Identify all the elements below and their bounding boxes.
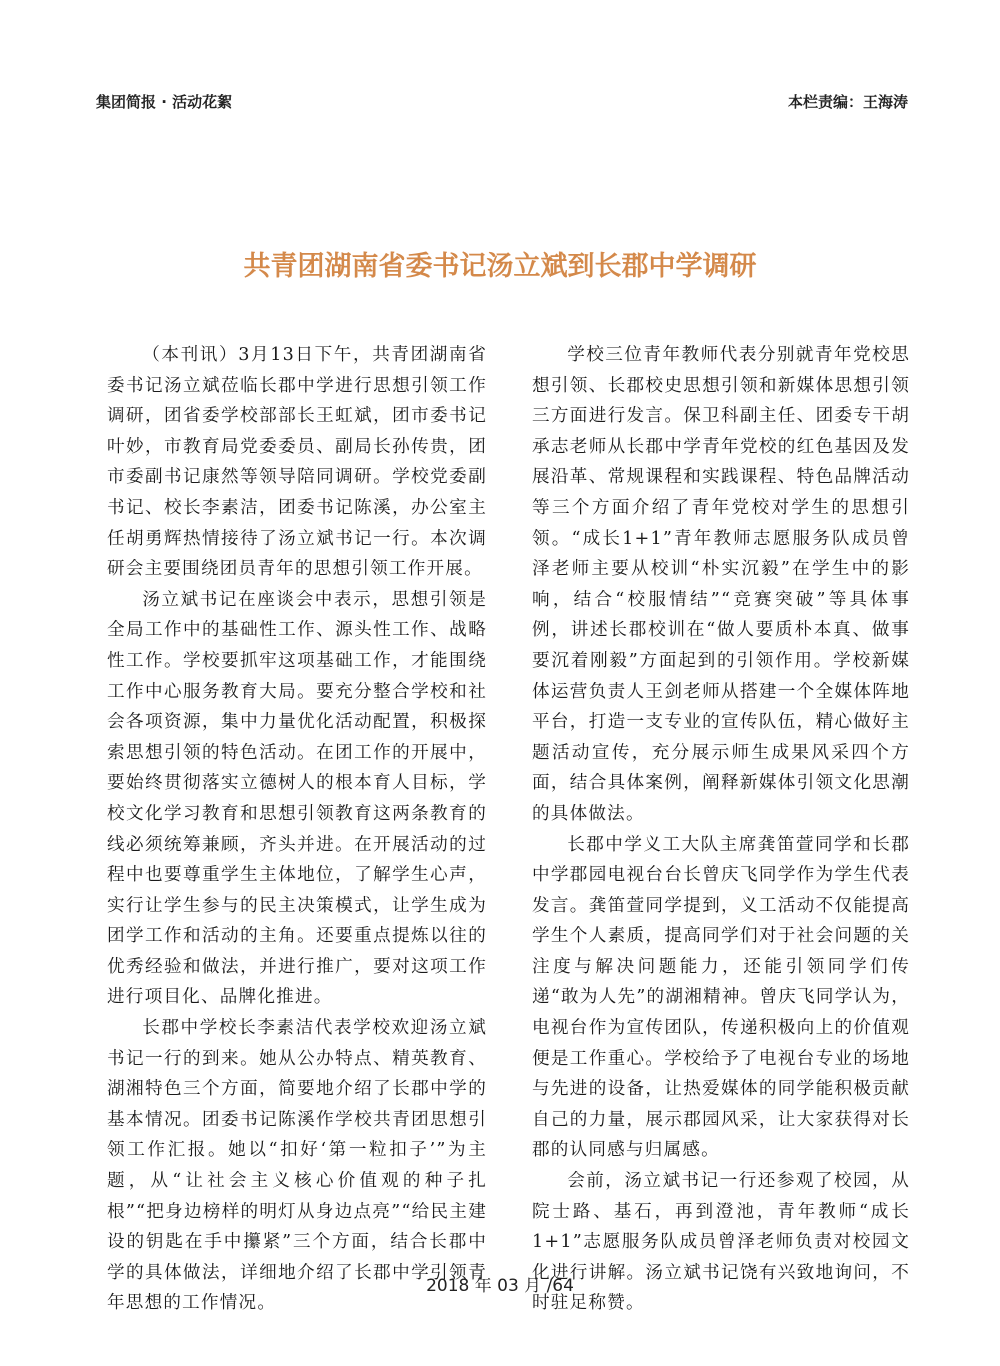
article-paragraph: 汤立斌书记在座谈会中表示，思想引领是全局工作中的基础性工作、源头性工作、战略性工作。学校要抓牢这项基础工作，才能围绕工作中心服务教育大局。要充分整合学校和社会各项资源，集中力量优化活动配置，积极探索思想引领的特色活动。在团工作的开展中，要始终贯彻落实立德树人的根本育人目标，学校文化学习教育和思想引领教育这两条教育的线必须统筹兼顾，齐头并进。在开展活动的过程中也要尊重学生主体地位，了解学生心声，实行让学生参与的民主决策模式，让学生成为团学工作和活动的主角。还要重点提炼以往的优秀经验和做法，并进行推广，要对这项工作进行项目化、品牌化推进。 xyxy=(107,589,487,1008)
article-paragraph: （本刊讯）3月13日下午，共青团湖南省委书记汤立斌莅临长郡中学进行思想引领工作调研，团省委学校部部长王虹斌，团市委书记叶妙，市教育局党委委员、副局长孙传贵，团市委副书记康然等领导陪同调研。学校党委副书记、校长李素洁，团委书记陈溪，办公室主任胡勇辉热情接待了汤立斌书记一行。本次调研会主要围绕团员青年的思想引领工作开展。 xyxy=(107,345,487,580)
article-paragraph: 长郡中学校长李素洁代表学校欢迎汤立斌书记一行的到来。她从公办特点、精英教育、湖湘特色三个方面，简要地介绍了长郡中学的基本情况。团委书记陈溪作学校共青团思想引领工作汇报。她以“扣好‘第一粒扣子’”为主题，从“让社会主义核心价值观的种子扎根”“把身边榜样的明灯从身边点亮”“给民主建设的钥匙在手中攥紧”三个方面，结合长郡中学的具体做法，详细地介绍了长郡中学引领青年思想的工作情况。 xyxy=(107,1018,487,1314)
article-column-left xyxy=(107,340,487,1319)
article-paragraph: 学校三位青年教师代表分别就青年党校思想引领、长郡校史思想引领和新媒体思想引领三方面进行发言。保卫科副主任、团委专干胡承志老师从长郡中学青年党校的红色基因及发展沿革、常规课程和实践课程、特色品牌活动等三个方面介绍了青年党校对学生的思想引领。“成长1+1”青年教师志愿服务队成员曾泽老师主要从校训“朴实沉毅”在学生中的影响，结合“校服情结”“竞赛突破”等具体事例，讲述长郡校训在“做人要质朴本真、做事要沉着刚毅”方面起到的引领作用。学校新媒体运营负责人王剑老师从搭建一个全媒体阵地平台，打造一支专业的宣传队伍，精心做好主题活动宣传，充分展示师生成果风采四个方面，结合具体案例，阐释新媒体引领文化思潮的具体做法。 xyxy=(532,345,910,824)
article-column-right xyxy=(532,340,910,1319)
article-paragraph: 会前，汤立斌书记一行还参观了校园，从院士路、基石，再到澄池，青年教师“成长1+1”志愿服务队成员曾泽老师负责对校园文化进行讲解。汤立斌书记饶有兴致地询问，不时驻足称赞。 xyxy=(532,1171,910,1314)
editor-credit: 本栏责编：王海涛 xyxy=(787,93,908,111)
page-footer: 2018 年 03 月 /64 xyxy=(426,1276,574,1296)
article-title: 共青团湖南省委书记汤立斌到长郡中学调研 xyxy=(243,251,757,283)
section-label: 集团简报 · 活动花絮 xyxy=(96,93,233,111)
article-paragraph: 长郡中学义工大队主席龚笛萱同学和长郡中学郡园电视台台长曾庆飞同学作为学生代表发言。龚笛萱同学提到，义工活动不仅能提高学生个人素质，提高同学们对于社会问题的关注度与解决问题能力，还能引领同学们传递“敢为人先”的湖湘精神。曾庆飞同学认为，电视台作为宣传团队，传递积极向上的价值观便是工作重心。学校给予了电视台专业的场地与先进的设备，让热爱媒体的同学能积极贡献自己的力量，展示郡园风采，让大家获得对长郡的认同感与归属感。 xyxy=(532,834,910,1161)
